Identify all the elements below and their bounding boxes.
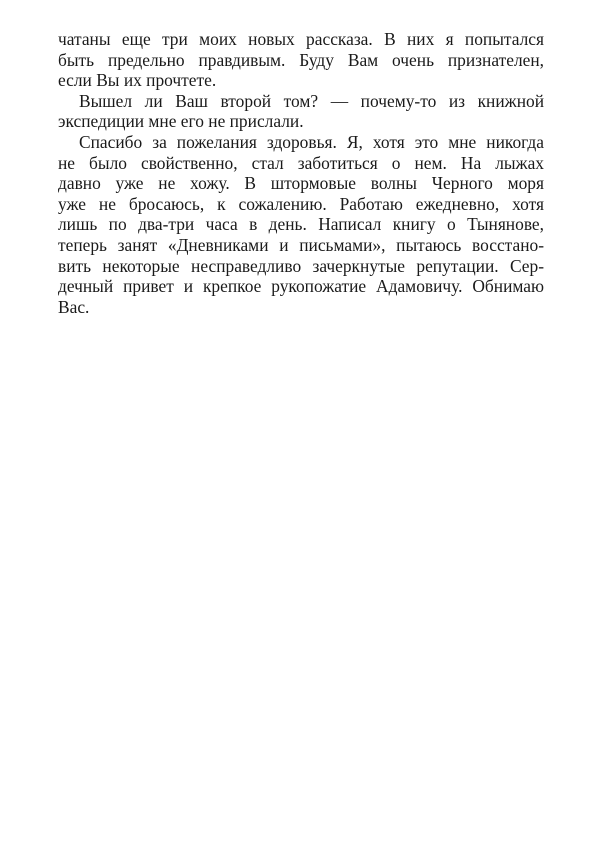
text-line: дечный привет и крепкое рукопожатие Адамовичу. Обнимаю (58, 276, 544, 297)
text-line: экспедиции мне его не прислали. (58, 111, 304, 132)
text-line: Вышел ли Ваш второй том? — почему-то из книжной (79, 90, 544, 111)
text-line: теперь занят «Дневниками и письмами», пытаюсь восстано- (58, 234, 544, 255)
text-line: если Вы их прочтете. (58, 70, 217, 91)
text-line: Вас. (58, 296, 90, 317)
text-line: давно уже не хожу. В штормовые волны Черного моря (58, 173, 544, 194)
text-line: чатаны еще три моих новых рассказа. В них я попытался (58, 29, 544, 49)
text-line: быть предельно правдивым. Буду Вам очень признателен, (58, 49, 544, 70)
paragraph-2 (58, 91, 544, 132)
letter-text (58, 29, 544, 317)
text-line: лишь по два-три часа в день. Написал книгу о Тынянове, (58, 214, 544, 235)
paragraph-1 (58, 29, 544, 91)
text-line: Спасибо за пожелания здоровья. Я, хотя это мне никогда (79, 131, 544, 152)
text-line: не было свойственно, стал заботиться о нем. На лыжах (58, 152, 544, 173)
paragraph-3 (58, 132, 544, 317)
text-line: уже не бросаюсь, к сожалению. Работаю ежедневно, хотя (58, 193, 544, 214)
text-line: вить некоторые несправедливо зачеркнутые репутации. Сер- (58, 255, 544, 276)
